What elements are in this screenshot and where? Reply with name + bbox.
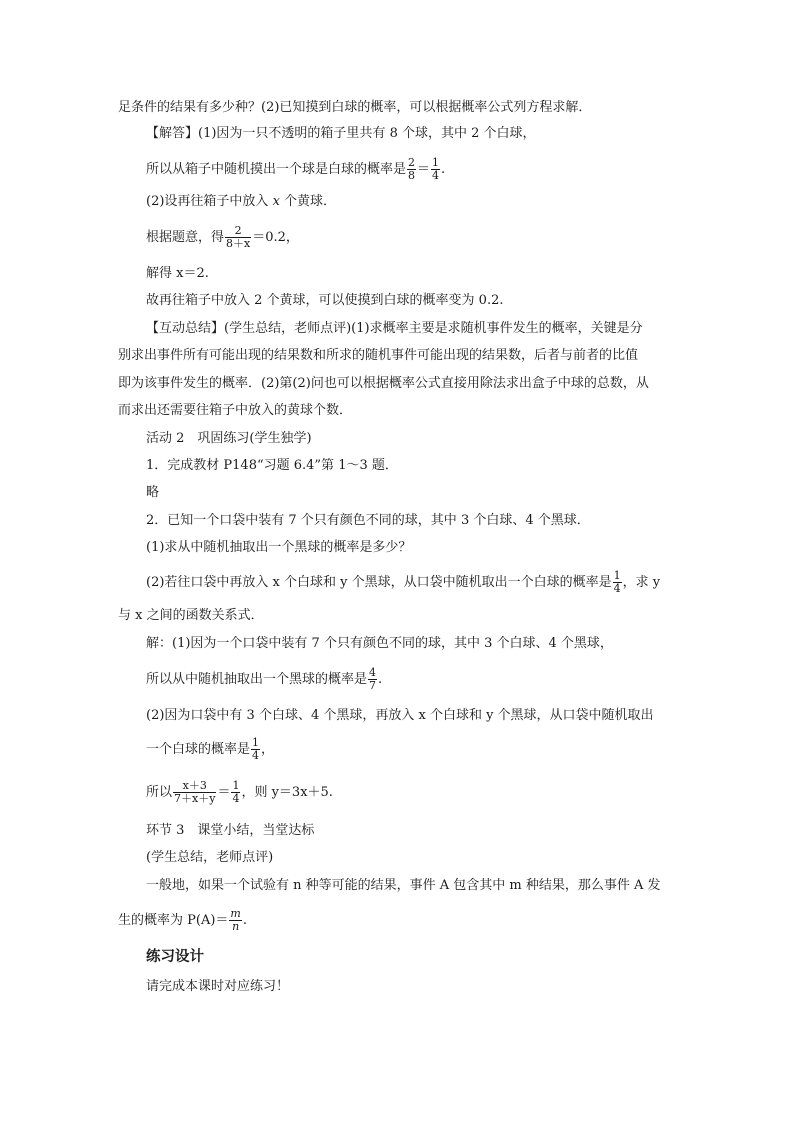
fraction: $\frac{1}{4}$ [232,779,240,805]
text-line: 1．完成教材 P148“习题 6.4”第 1～3 题． [146,458,398,473]
text-line: 解：(1)因为一个口袋中装有 7 个只有颜色不同的球，其中 3 个白球、4 个黑球， [146,636,613,651]
text-line: 解得 x＝2. [146,266,209,281]
text-line: (学生总结，老师点评) [146,850,274,865]
text-line: 足条件的结果有多少种？(2)已知摸到白球的概率，可以根据概率公式列方程求解． [118,100,592,115]
text-line: (2)若往口袋中再放入 x 个白球和 y 个黑球，从口袋中随机取出一个白球的概率是 $\frac{1}{4}$ ，求 y [146,569,661,595]
practice-design-heading: 练习设计 [146,948,204,965]
text-line: 所以从箱子中随机摸出一个球是白球的概率是 $\frac{2}{8}$ ＝ $\frac{1}{4}$ . [146,156,446,182]
summary-heading: 【互动总结】 [146,321,225,336]
text-line: 一般地，如果一个试验有 n 种等可能的结果，事件 A 包含其中 m 种结果，那么事件 A 发 [146,878,661,893]
text-line: 与 x 之间的函数关系式． [118,608,264,623]
text-line: (1)求从中随机抽取出一个黑球的概率是多少？ [146,540,412,555]
text-line: 所以从中随机抽取出一个黑球的概率是 $\frac{4}{7}$ . [146,666,383,692]
fraction: $\frac{4}{7}$ [369,666,377,692]
text-line: 而求出还需要往箱子中放入的黄球个数． [118,403,353,418]
text-line: (2)因为口袋中有 3 个白球、4 个黑球，再放入 x 个白球和 y 个黑球，从口袋中随机取出 [146,708,654,723]
answer-heading: 【解答】 [146,126,199,141]
text-line: 2．已知一个口袋中装有 7 个只有颜色不同的球，其中 3 个白球、4 个黑球． [146,513,590,528]
fraction: $\frac{x+3}{7+x+y}$ [174,779,216,805]
fraction: $\frac{m}{n}$ [230,907,241,933]
text-line: 【互动总结】(学生总结，老师点评)(1)求概率主要是求随机事件发生的概率，关键是分 [146,321,643,336]
section-heading: 环节 3 课堂小结，当堂达标 [146,823,315,838]
fraction: $\frac{1}{4}$ [252,736,260,762]
text-line: 生的概率为 P(A)＝ $\frac{m}{n}$ . [118,907,247,933]
fraction: $\frac{2}{8}$ [408,156,416,182]
text-line: 所以 $\frac{x+3}{7+x+y}$ ＝ $\frac{1}{4}$ ，则 y＝3x＋5. [146,779,333,805]
text-line: 请完成本课时对应练习！ [146,979,290,994]
fraction: $\frac{2}{8+x}$ [226,224,251,250]
text-line: 略 [146,485,160,500]
text-line: 故再往箱子中放入 2 个黄球，可以使摸到白球的概率变为 0.2. [146,293,504,308]
fraction: $\frac{1}{4}$ [613,569,621,595]
activity-heading: 活动 2 巩固练习(学生独学) [146,431,312,446]
text-line: 【解答】(1)因为一只不透明的箱子里共有 8 个球，其中 2 个白球， [146,126,536,141]
text-line: 别求出事件所有可能出现的结果数和所求的随机事件可能出现的结果数，后者与前者的比值 [118,348,639,363]
text-line: 一个白球的概率是 $\frac{1}{4}$ ， [146,736,275,762]
text-line: 即为该事件发生的概率．(2)第(2)问也可以根据概率公式直接用除法求出盒子中球的总数，从 [118,376,649,391]
text-line: 根据题意，得 $\frac{2}{8+x}$ ＝0.2， [146,224,299,250]
text-line: (2)设再往箱子中放入 x 个黄球． [146,194,337,209]
fraction: $\frac{1}{4}$ [432,156,440,182]
